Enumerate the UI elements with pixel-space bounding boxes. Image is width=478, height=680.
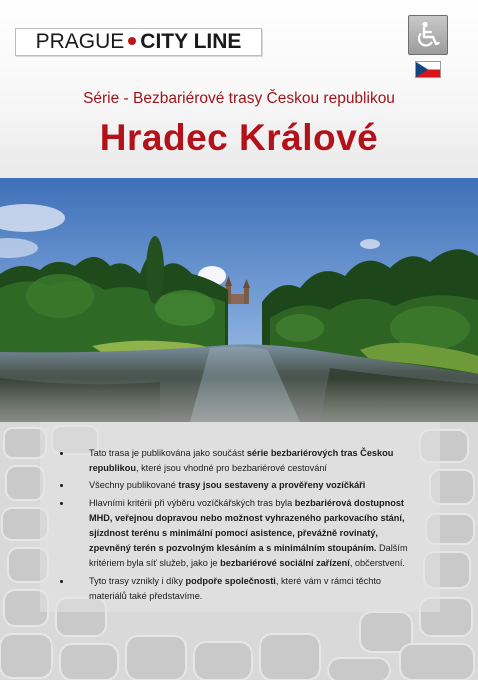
text-segment: Tyto trasy vznikly i díky xyxy=(89,575,186,586)
czech-flag-icon[interactable] xyxy=(415,61,441,78)
list-item xyxy=(60,574,420,604)
list-item xyxy=(60,446,420,476)
logo-text-left: PRAGUE xyxy=(35,30,125,53)
list-item xyxy=(60,496,420,572)
flag-glyph xyxy=(416,62,440,77)
text-segment: Tato trasa je publikována jako součást xyxy=(89,448,247,458)
series-subtitle: Série - Bezbariérové trasy Českou republikou xyxy=(83,90,395,107)
wheelchair-icon[interactable] xyxy=(408,15,448,55)
text-segment: , které jsou vhodné pro bezbariérové cestování xyxy=(135,463,327,474)
text-segment: Hlavními kritérii při výběru vozíčkářských tras byla xyxy=(89,497,295,508)
text-segment-bold: trasy jsou sestaveny a prověřeny vozíčkáři xyxy=(178,480,366,491)
feature-list xyxy=(60,446,420,606)
text-segment: Dalším kritériem byla síť služeb, jako je xyxy=(89,543,408,569)
park-river-photo xyxy=(0,178,478,422)
text-segment-bold: bezbariérová dostupnost MHD, veřejnou dopravou nebo možnost vyhrazeného parkovacího stání, sjízdnost terénu s minimální pomocí asistence, převážně rovinatý, zpevněný terén s pozvolným klesáním a s minimálním stoupáním. xyxy=(89,497,405,554)
text-segment: , občerstvení. xyxy=(349,558,405,569)
page-title: Hradec Králové xyxy=(99,117,379,158)
text-segment: Všechny publikované xyxy=(89,480,179,491)
header xyxy=(0,0,478,178)
description-section xyxy=(0,422,478,680)
prague-city-line-logo xyxy=(15,28,262,56)
text-segment-bold: podpoře společnosti xyxy=(185,575,276,586)
text-segment-bold: série bezbariérových tras Českou republikou xyxy=(89,448,394,474)
text-segment: , které vám v rámci těchto materiálů také představíme. xyxy=(89,575,382,601)
logo-dot xyxy=(128,37,136,45)
text-segment-bold: bezbariérové sociální zařízení xyxy=(220,558,350,569)
list-item xyxy=(60,478,420,493)
logo-text-right: CITY LINE xyxy=(140,30,242,53)
wheelchair-glyph xyxy=(413,20,443,50)
